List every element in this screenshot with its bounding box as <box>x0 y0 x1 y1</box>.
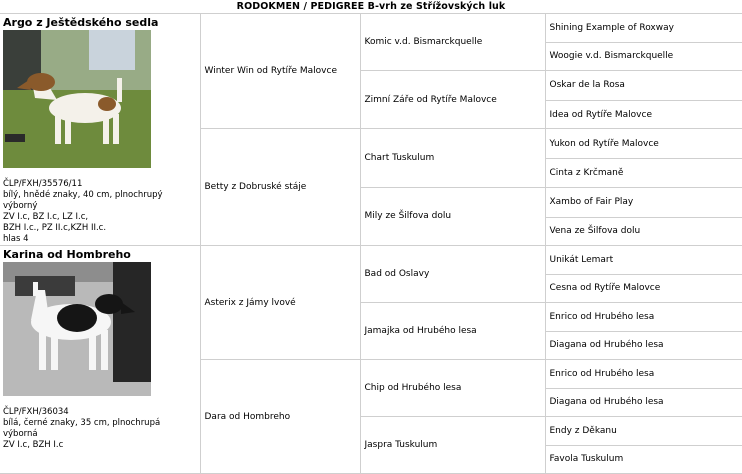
ancestor-cell: Cinta z Krčmaně <box>545 159 742 188</box>
grandparent-cell: Winter Win od Rytíře Malovce <box>200 14 360 129</box>
pedigree-table <box>0 13 742 474</box>
great-grandparent-cell: Jaspra Tuskulum <box>360 417 545 474</box>
great-grandparent-cell: Jamajka od Hrubého lesa <box>360 303 545 360</box>
sire-name: Argo z Ještědského sedla <box>3 16 159 29</box>
table-row <box>0 246 742 275</box>
page-title: RODOKMEN / PEDIGREE B-vrh ze Střížovských luk <box>236 1 506 12</box>
great-grandparent-cell: Zimní Záře od Rytíře Malovce <box>360 71 545 129</box>
ancestor-cell: Diagana od Hrubého lesa <box>545 388 742 417</box>
ancestor-cell: Diagana od Hrubého lesa <box>545 331 742 360</box>
sire-info: ČLP/FXH/35576/11 bílý, hnědé znaky, 40 cm, plnochrupý výborný ZV I.c, BZ I.c, LZ I.c, BZH I.c., PZ II.c,KZH II.c. hlas 4 <box>3 179 163 244</box>
sire-cell <box>0 14 200 246</box>
ancestor-cell: Unikát Lemart <box>545 246 742 275</box>
great-grandparent-cell: Mily ze Šilfova dolu <box>360 187 545 245</box>
ancestor-cell: Idea od Rytíře Malovce <box>545 100 742 129</box>
dog-head <box>27 73 55 91</box>
ancestor-cell: Xambo of Fair Play <box>545 187 742 217</box>
sire-photo <box>3 30 151 168</box>
dam-info: ČLP/FXH/36034 bílá, černé znaky, 35 cm, plnochrupá výborná ZV I.c, BZH I.c <box>3 407 161 450</box>
ancestor-cell: Shining Example of Roxway <box>545 14 742 43</box>
grandparent-cell: Betty z Dobruské stáje <box>200 129 360 246</box>
great-grandparent-cell: Bad od Oslavy <box>360 246 545 303</box>
ancestor-cell: Vena ze Šilfova dolu <box>545 217 742 246</box>
great-grandparent-cell: Komic v.d. Bismarckquelle <box>360 14 545 71</box>
ancestor-cell: Cesna od Rytíře Malovce <box>545 274 742 303</box>
ancestor-cell: Oskar de la Rosa <box>545 71 742 101</box>
ancestor-cell: Endy z Děkanu <box>545 417 742 446</box>
ancestor-cell: Enrico od Hrubého lesa <box>545 303 742 332</box>
great-grandparent-cell: Chart Tuskulum <box>360 129 545 187</box>
ancestor-cell: Enrico od Hrubého lesa <box>545 360 742 389</box>
great-grandparent-cell: Chip od Hrubého lesa <box>360 360 545 417</box>
ancestor-cell: Woogie v.d. Bismarckquelle <box>545 42 742 71</box>
ancestor-cell: Yukon od Rytíře Malovce <box>545 129 742 159</box>
dog-head <box>95 294 123 314</box>
dam-name: Karina od Hombreho <box>3 248 131 261</box>
grandparent-cell: Asterix z Jámy lvové <box>200 246 360 360</box>
dam-photo <box>3 262 151 396</box>
grandparent-cell: Dara od Hombreho <box>200 360 360 474</box>
table-row <box>0 14 742 43</box>
dam-cell <box>0 246 200 474</box>
ancestor-cell: Favola Tuskulum <box>545 445 742 474</box>
